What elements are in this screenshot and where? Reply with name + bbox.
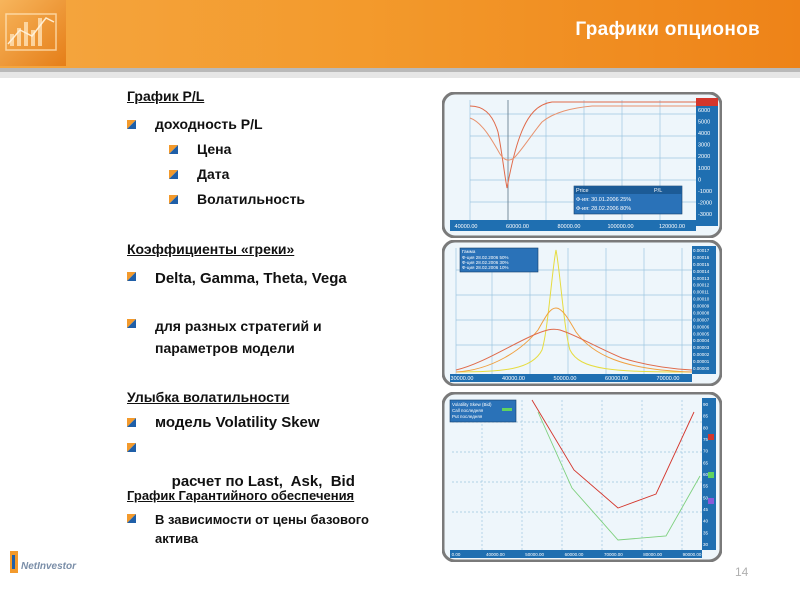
- bullet-icon: [127, 120, 136, 129]
- current-value-badge: [696, 98, 718, 106]
- legend-header-pl: P/L: [654, 188, 663, 194]
- chart-greeks-svg: [442, 240, 722, 386]
- section-title-margin: График Гарантийного обеспечения: [127, 488, 355, 503]
- y-tick-label: 0.00007: [693, 317, 710, 323]
- y-tick-label: 0.00010: [693, 296, 710, 302]
- x-tick-label: 0.00: [451, 552, 461, 557]
- y-tick-label: 60: [703, 472, 709, 477]
- y-tick-label: 0.00015: [693, 261, 710, 267]
- x-tick-label: 60000.00: [605, 376, 628, 382]
- y-tick-label: 0: [698, 177, 702, 184]
- y-tick-label: 0.00001: [693, 359, 710, 365]
- y-tick-label: 0.00012: [693, 282, 710, 288]
- x-tick-label: 50000.00: [553, 376, 577, 382]
- page-title: Графики опционов: [575, 19, 760, 40]
- y-tick-label: 90: [703, 402, 709, 407]
- y-tick-label: 2000: [698, 154, 711, 161]
- y-tick-label: 30: [703, 542, 709, 547]
- header-divider-light: [0, 72, 800, 78]
- bullet-icon: [127, 272, 136, 281]
- bullet-icon: [169, 195, 178, 204]
- y-tick-label: 0.00008: [693, 310, 710, 316]
- list-item: Delta, Gamma, Theta, Vega: [155, 268, 385, 290]
- list-item: Дата: [197, 166, 229, 182]
- y-axis-bar: [696, 98, 718, 226]
- bullet-icon: [127, 514, 136, 523]
- chart-pl: [442, 92, 722, 243]
- legend-entry: Call последняя: [452, 408, 484, 413]
- list-item: Волатильность: [197, 191, 305, 207]
- chart-legend: [450, 400, 516, 422]
- legend-entry: Ф-ия: 30.01.2006 25%: [576, 197, 632, 203]
- y-tick-label: 6000: [698, 108, 711, 114]
- y-tick-label: 0.00016: [693, 254, 710, 260]
- legend-entry: Ф-ия: 28.02.2006 80%: [576, 206, 632, 212]
- chart-legend: [574, 186, 682, 214]
- y-tick-label: 35: [703, 530, 709, 536]
- y-tick-label: 1000: [698, 165, 711, 172]
- y-tick-label: 4000: [698, 131, 711, 138]
- y-tick-label: 75: [703, 437, 709, 442]
- y-tick-label: -1000: [698, 188, 713, 195]
- bullet-icon: [127, 319, 136, 328]
- list-item: Цена: [197, 141, 231, 157]
- section-title-pl: График P/L: [127, 88, 205, 104]
- y-tick-label: 40: [703, 518, 709, 524]
- legend-entry: Put последняя: [452, 414, 483, 419]
- y-tick-label: 3000: [698, 142, 711, 149]
- list-item: доходность P/L: [155, 116, 263, 132]
- x-tick-label: 60000.00: [506, 224, 529, 230]
- y-tick-label: 55: [703, 483, 709, 489]
- y-tick-label: -3000: [698, 212, 713, 218]
- y-tick-label: 0.00014: [693, 268, 710, 274]
- x-tick-label: 40000.00: [454, 224, 478, 230]
- chart-greeks: [442, 240, 722, 391]
- bullet-icon: [127, 418, 136, 427]
- section-title-smile: Улыбка волатильности: [127, 389, 290, 405]
- legend-header: Volatility Skew (Bid): [452, 402, 492, 407]
- legend-entry: Ф-ция 28.02.2006 50%: [462, 255, 509, 260]
- header-bar: [0, 0, 800, 68]
- marker-red: [708, 434, 714, 440]
- x-tick-label: 120000.00: [659, 224, 685, 230]
- chart-legend: [460, 248, 538, 272]
- y-tick-label: -2000: [698, 200, 713, 207]
- legend-header-price: Price: [576, 188, 589, 194]
- y-tick-label: 0.00002: [693, 352, 710, 358]
- x-tick-label: 60000.00: [564, 552, 584, 557]
- list-item: модель Volatility Skew: [155, 414, 320, 431]
- y-tick-label: 0.00017: [693, 248, 710, 253]
- bullet-icon: [169, 145, 178, 154]
- x-tick-label: 90000.00: [682, 552, 702, 557]
- y-tick-label: 0.00003: [693, 345, 710, 351]
- y-tick-label: 0.00013: [693, 275, 710, 281]
- x-tick-label: 70000.00: [603, 552, 623, 557]
- marker-green: [708, 472, 714, 478]
- x-tick-label: 70000.00: [656, 376, 680, 382]
- chart-volatility-skew: [442, 392, 722, 567]
- y-tick-label: 0.00004: [693, 338, 710, 344]
- y-tick-label: 50: [703, 495, 709, 501]
- y-tick-label: 65: [703, 460, 709, 466]
- netinvestor-logo-icon: [8, 545, 98, 579]
- x-tick-label: 100000.00: [607, 224, 634, 230]
- y-tick-label: 0.00000: [693, 366, 710, 371]
- x-tick-label: 80000.00: [557, 224, 581, 230]
- x-tick-label: 40000.00: [502, 376, 525, 382]
- legend-entry: Ф-ция 28.02.2006 10%: [462, 265, 509, 270]
- chart-frame: [443, 93, 721, 237]
- legend-entry: Ф-ция 28.02.2006 30%: [462, 260, 509, 265]
- x-tick-label: 30000.00: [450, 376, 474, 382]
- list-item: расчет по Last, Ask, Bid: [155, 439, 355, 507]
- y-tick-label: 80: [703, 425, 709, 431]
- page-number: 14: [735, 565, 749, 579]
- y-tick-label: 0.00006: [693, 324, 710, 330]
- legend-header: Гамма: [462, 249, 476, 254]
- list-item: для разных стратегий и параметров модели: [155, 315, 385, 359]
- y-tick-label: 45: [703, 507, 709, 512]
- bullet-icon: [127, 443, 136, 452]
- svg-text:NetInvestor: NetInvestor: [21, 561, 77, 572]
- y-tick-label: 0.00009: [693, 303, 710, 309]
- section-title-greeks: Коэффициенты «греки»: [127, 241, 295, 257]
- chart-skew-svg: [442, 392, 722, 562]
- chart-pl-svg: [442, 92, 722, 238]
- list-item: В зависимости от цены базового актива: [155, 510, 375, 548]
- bullet-icon: [169, 170, 178, 179]
- marker-purple: [708, 498, 714, 504]
- y-tick-label: 0.00011: [693, 289, 709, 295]
- x-tick-label: 50000.00: [525, 552, 545, 557]
- x-tick-label: 40000.00: [485, 552, 505, 557]
- y-tick-label: 85: [703, 413, 709, 419]
- y-tick-label: 70: [703, 448, 709, 454]
- y-tick-label: 0.00005: [693, 331, 710, 337]
- x-tick-label: 80000.00: [643, 552, 663, 557]
- y-tick-label: 5000: [698, 119, 711, 126]
- header-logo-icon: [0, 0, 66, 66]
